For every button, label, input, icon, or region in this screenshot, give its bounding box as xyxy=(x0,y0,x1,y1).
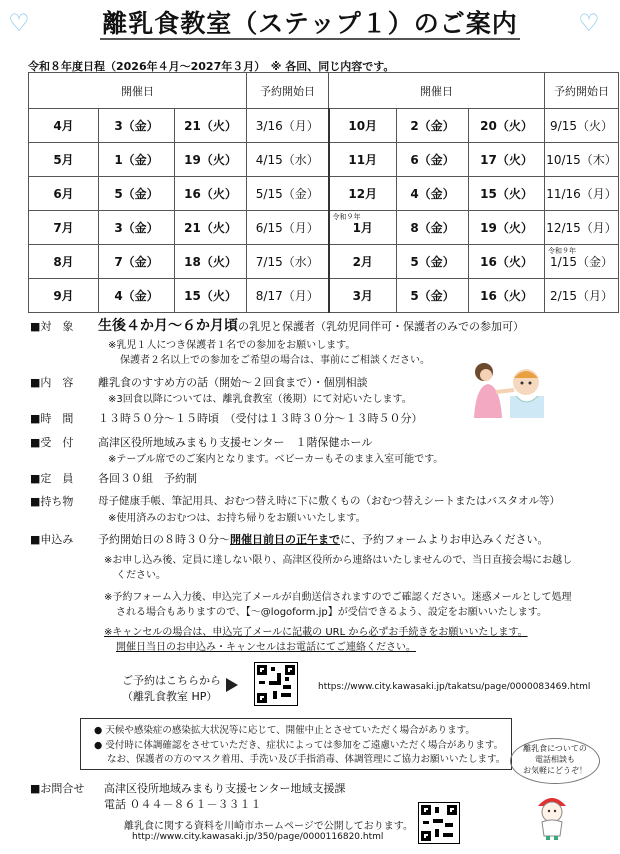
application-note: ください。 xyxy=(116,570,166,581)
application-label: ■申込み xyxy=(30,533,74,546)
capacity-label: ■定 員 xyxy=(30,472,74,485)
time-text: １３時５０分～１５時頃 （受付は１３時３０分～１３時５０分） xyxy=(98,412,423,425)
target-label: ■対 象 xyxy=(30,320,74,333)
belongings-note: ※使用済みのおむつは、お持ち帰りをお願いいたします。 xyxy=(108,513,366,524)
table-row: 5月 1（金） 19（火） 4/15（水） 11月 6（金） 17（火） 10/15（木） xyxy=(29,143,619,177)
reserve-text: （離乳食教室 HP） xyxy=(122,690,218,703)
reiwa-year-note: 令和９年 xyxy=(548,247,576,255)
title-underline xyxy=(100,38,520,40)
footer-url[interactable]: http://www.city.kawasaki.jp/350/page/0000116820.html xyxy=(132,832,384,842)
cancel-note: 開催日当日のお申込み・キャンセルはお電話にてご連絡ください。 xyxy=(116,642,416,653)
target-text: 生後４か月～６か月頃の乳児と保護者（乳幼児同伴可・保護者のみでの参加可） xyxy=(98,318,524,334)
notice-line: なお、保護者の方のマスク着用、手洗い及び手指消毒、体調管理にご協力お願いいたします。 xyxy=(107,754,506,765)
arrow-right-icon xyxy=(226,678,238,692)
application-note: ※お申し込み後、定員に達しない限り、高津区役所から連絡はいたしませんので、当日直接会場にお越し xyxy=(104,555,573,566)
table-row: 9月 4（金） 15（火） 8/17（月） 3月 5（金） 16（火） 2/15（月） xyxy=(29,279,619,313)
table-row: 7月 3（金） 21（火） 6/15（月） 令和９年 1月 8（金） 19（火） 12/15（月） xyxy=(29,211,619,245)
reserve-url[interactable]: https://www.city.kawasaki.jp/takatsu/page/0000083469.html xyxy=(318,682,591,692)
table-row: 6月 5（金） 16（火） 5/15（金） 12月 4（金） 15（火） 11/16（月） xyxy=(29,177,619,211)
content-label: ■内 容 xyxy=(30,376,74,389)
heart-icon-right: ♡ xyxy=(578,9,600,37)
col-header-dates: 開催日 xyxy=(29,73,247,109)
target-note: ※乳児１人につき保護者１名での参加をお願いします。 xyxy=(108,340,356,351)
table-row: 4月 3（金） 21（火） 3/16（月） 10月 2（金） 20（火） 9/15（火） xyxy=(29,109,619,143)
notice-line: ● 受付時に体調確認をさせていただき、症状によっては参加をご遠慮いただく場合があります。 xyxy=(94,740,504,751)
application-note: される場合もありますので、【～@logoform.jp】が受信できるよう、設定をお願いいたします。 xyxy=(116,607,547,618)
reiwa-year-note: 令和９年 xyxy=(332,213,361,221)
page-title: 離乳食教室（ステップ１）のご案内 xyxy=(102,9,518,38)
time-label: ■時 間 xyxy=(30,412,74,425)
col-header-dates: 開催日 xyxy=(329,73,545,109)
mascot-illustration xyxy=(532,792,572,840)
content-note: ※3回食以降については、離乳食教室（後期）にて対応いたします。 xyxy=(108,394,412,405)
reception-label: ■受 付 xyxy=(30,436,74,449)
application-text: 予約開始日の８時３０分～開催日前日の正午までに、予約フォームよりお申込みください。 xyxy=(98,533,549,546)
baby-feeding-illustration xyxy=(470,362,550,418)
schedule-table xyxy=(28,72,619,313)
contact-label: ■お問合せ xyxy=(30,782,85,795)
cancel-note: ※キャンセルの場合は、申込完了メールに記載の URL から必ずお手続きをお願いいたします。 xyxy=(104,627,528,638)
reception-text: 高津区役所地域みまもり支援センター １階保健ホール xyxy=(98,436,373,449)
phone-consult-bubble: 離乳食についての 電話相談も お気軽にどうぞ！ xyxy=(510,738,600,784)
table-row: 8月 7（金） 18（火） 7/15（水） 2月 5（金） 16（火） 令和９年 1/15（金） xyxy=(29,245,619,279)
content-text: 離乳食のすすめ方の話（開始～２回食まで）・個別相談 xyxy=(98,376,368,389)
qr-code-reservation[interactable] xyxy=(254,662,298,706)
heart-icon-left: ♡ xyxy=(8,9,30,37)
reception-note: ※テーブル席でのご案内となります。ベビーカーもそのまま入室可能です。 xyxy=(108,454,444,465)
col-header-start: 予約開始日 xyxy=(247,73,329,109)
contact-org: 高津区役所地域みまもり支援センター地域支援課 xyxy=(104,782,346,795)
target-note: 保護者２名以上での参加をご希望の場合は、事前にご相談ください。 xyxy=(120,355,430,366)
belongings-text: 母子健康手帳、筆記用具、おむつ替え時に下に敷くもの（おむつ替えシートまたはバスタオル等） xyxy=(98,495,560,507)
reserve-text: ご予約はこちらから xyxy=(122,674,221,687)
col-header-start: 予約開始日 xyxy=(545,73,619,109)
notice-line: ● 天候や感染症の感染拡大状況等に応じて、開催中止とさせていただく場合があります。 xyxy=(94,725,475,736)
qr-code-materials[interactable] xyxy=(418,802,460,844)
belongings-label: ■持ち物 xyxy=(30,495,74,508)
footer-text: 離乳食に関する資料を川崎市ホームページで公開しております。 xyxy=(124,821,413,832)
schedule-heading: 令和８年度日程（2026年４月～2027年３月） ※ 各回、同じ内容です。 xyxy=(28,60,395,73)
contact-phone[interactable]: 電話 ０４４－８６１－３３１１ xyxy=(104,798,262,811)
capacity-text: 各回３０組 予約制 xyxy=(98,472,197,485)
application-note: ※予約フォーム入力後、申込完了メールが自動送信されますのでご確認ください。迷惑メールとして処理 xyxy=(104,592,572,603)
